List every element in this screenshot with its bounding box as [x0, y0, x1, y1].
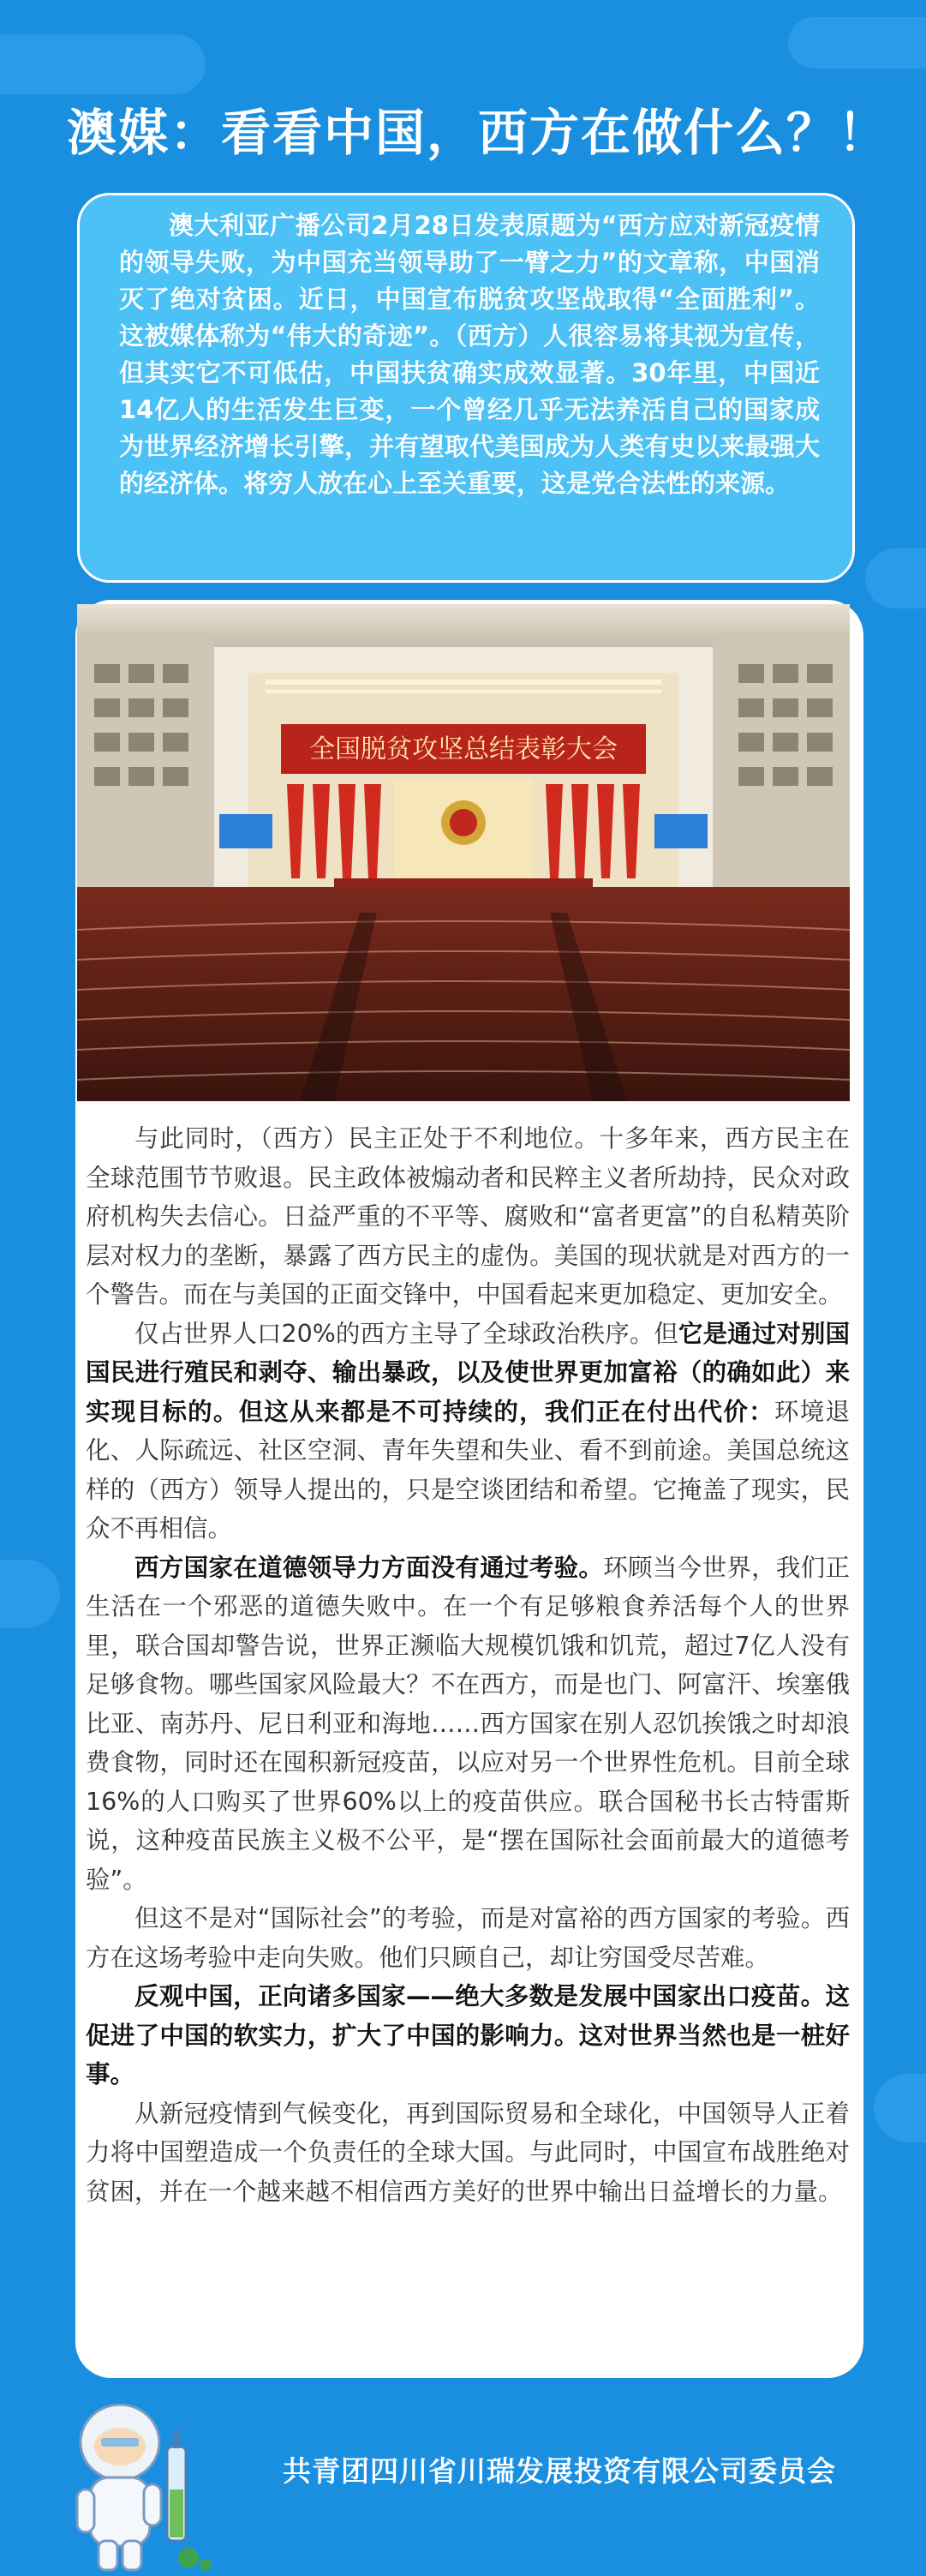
paragraph-text: 环顾当今世界，我们正生活在一个邪恶的道德失败中。在一个有足够粮食养活每个人的世界里，联合国却警告说，世界正濒临大规模饥饿和饥荒，超过7亿人没有足够食物。哪些国家风险最大？不在西方，而是也门、阿富汗、埃塞俄比亚、南苏丹、尼日利亚和海地……西方国家在别人忍饥挨饿之时却浪费食物，同时还在囤积新冠疫苗，以应对另一个世界性危机。目前全球16%的人口购买了世界60%以上的疫苗供应。联合国秘书长古特雷斯说，这种疫苗民族主义极不公平，是“摆在国际社会面前最大的道德考验”。: [86, 1553, 850, 1894]
bg-decoration: [865, 548, 926, 608]
bold-text: 它是通过对别国国民进行殖民和剥夺、输出暴政，以及使世界更加富裕（的确如此）来实现目标的。但这从来都是不可持续的，我们正在付出代价：: [86, 1319, 850, 1426]
bold-text: 西方国家在道德领导力方面没有通过考验。: [134, 1553, 604, 1582]
article-paragraph: [86, 1549, 850, 1900]
paragraph-text: 环境退化、人际疏远、社区空洞、青年失望和失业、看不到前途。美国总统这样的（西方）领导人提出的，只是空谈团结和希望。它掩盖了现实，民众不再相信。: [86, 1397, 850, 1543]
bg-decoration: [0, 34, 206, 94]
assembly-hall-photo: [77, 604, 850, 1101]
article-paragraph: [86, 1315, 850, 1549]
bg-decoration: [874, 2074, 926, 2142]
page-title: 澳媒：看看中国，西方在做什么？！: [67, 104, 890, 162]
paragraph-text: 与此同时，（西方）民主正处于不利地位。十多年来，西方民主在全球范围节节败退。民主政体被煽动者和民粹主义者所劫持，民众对政府机构失去信心。日益严重的不平等、腐败和“富者更富”的自私精英阶层对权力的垄断，暴露了西方民主的虚伪。美国的现状就是对西方的一个警告。而在与美国的正面交锋中，中国看起来更加稳定、更加安全。: [86, 1124, 850, 1309]
paragraph-text: 从新冠疫情到气候变化，再到国际贸易和全球化，中国领导人正着力将中国塑造成一个负责任的全球大国。与此同时，中国宣布战胜绝对贫困，并在一个越来越不相信西方美好的世界中输出日益增长的力量。: [86, 2099, 850, 2206]
stage-banner: 全国脱贫攻坚总结表彰大会: [309, 734, 618, 764]
bold-text: 反观中国，正向诸多国家——绝大多数是发展中国家出口疫苗。这促进了中国的软实力，扩大了中国的影响力。这对世界当然也是一桩好事。: [86, 1982, 850, 2088]
intro-box: [77, 193, 855, 583]
article-body: [86, 1119, 850, 2211]
bg-decoration: [0, 1560, 60, 1628]
intro-text: 澳大利亚广播公司2月28日发表原题为“西方应对新冠疫情的领导失败，为中国充当领导助了一臂之力”的文章称，中国消灭了绝对贫困。近日，中国宣布脱贫攻坚战取得“全面胜利”。这被媒体称为“伟大的奇迹”。（西方）人很容易将其视为宣传，但其实它不可低估，中国扶贫确实成效显著。30年里，中国近14亿人的生活发生巨变，一个曾经几乎无法养活自己的国家成为世界经济增长引擎，并有望取代美国成为人类有史以来最强大的经济体。将穷人放在心上至关重要，这是党合法性的来源。: [119, 211, 820, 498]
mascot-icon: [51, 2395, 223, 2575]
footer-organization: 共青团四川省川瑞发展投资有限公司委员会: [283, 2454, 836, 2488]
article-paragraph: [86, 1899, 850, 1977]
paragraph-text: 但这不是对“国际社会”的考验，而是对富裕的西方国家的考验。西方在这场考验中走向失败。他们只顾自己，却让穷国受尽苦难。: [86, 1904, 850, 1972]
bg-decoration: [788, 17, 926, 69]
paragraph-text: 仅占世界人口20%的西方主导了全球政治秩序。但: [134, 1319, 678, 1348]
article-paragraph: [86, 1977, 850, 2094]
article-paragraph: [86, 1119, 850, 1315]
article-paragraph: [86, 2094, 850, 2212]
hall-illustration: [77, 604, 850, 1101]
